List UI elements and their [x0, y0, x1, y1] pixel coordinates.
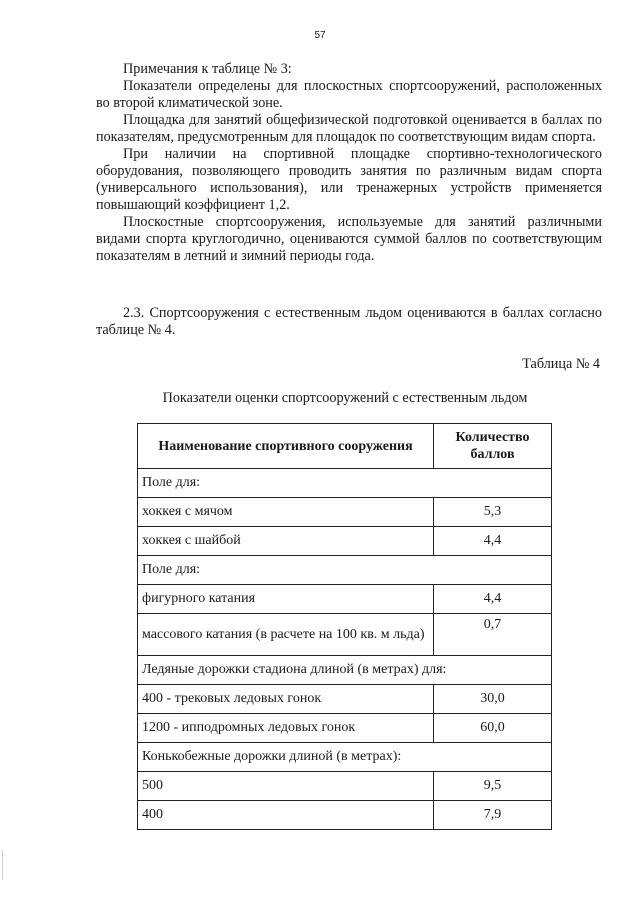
page-number: 57	[314, 30, 326, 41]
row-value: 0,7	[434, 614, 552, 656]
table-label: Таблица № 4	[522, 356, 600, 372]
table-row	[138, 685, 552, 714]
scores-table	[137, 423, 552, 830]
row-name: 500	[138, 772, 434, 801]
scan-edge-mark	[2, 850, 3, 880]
notes-heading: Примечания к таблице № 3:	[123, 61, 292, 77]
group-row	[138, 656, 552, 685]
table-notes	[96, 61, 602, 265]
table-row	[138, 498, 552, 527]
table-row	[138, 614, 552, 656]
group-label: Поле для:	[138, 556, 552, 585]
table-row	[138, 714, 552, 743]
header-points: Количество баллов	[434, 424, 552, 469]
notes-paragraph: Показатели определены для плоскостных спортсооружений, расположенных во второй климатической зоне.	[96, 78, 602, 111]
header-name: Наименование спортивного сооружения	[138, 424, 434, 469]
row-name: 400 - трековых ледовых гонок	[138, 685, 434, 714]
row-value: 7,9	[434, 801, 552, 830]
group-label: Конькобежные дорожки длиной (в метрах):	[138, 743, 552, 772]
row-name: 1200 - ипподромных ледовых гонок	[138, 714, 434, 743]
group-label: Ледяные дорожки стадиона длиной (в метрах) для:	[138, 656, 552, 685]
table-header-row	[138, 424, 552, 469]
table-row	[138, 527, 552, 556]
group-row	[138, 556, 552, 585]
table-row	[138, 772, 552, 801]
row-name: хоккея с шайбой	[138, 527, 434, 556]
row-name: 400	[138, 801, 434, 830]
row-value: 5,3	[434, 498, 552, 527]
notes-paragraph: Площадка для занятий общефизической подготовкой оценивается в баллах по показателям, предусмотренным для площадок по соответствующим видам спорта.	[96, 112, 602, 145]
notes-paragraph: При наличии на спортивной площадке спортивно-технологического оборудования, позволяющего проводить занятия по различным видам спорта (универсального использования), или тренажерных устройств применяется повышающий коэффициент 1,2.	[96, 146, 602, 213]
row-name: фигурного катания	[138, 585, 434, 614]
group-row	[138, 469, 552, 498]
notes-paragraph: Плоскостные спортсооружения, используемые для занятий различными видами спорта круглогодично, оцениваются суммой баллов по соответствующим показателям в летний и зимний периоды года.	[96, 214, 602, 264]
section-2-3	[96, 305, 602, 339]
row-name: массового катания (в расчете на 100 кв. м льда)	[138, 614, 434, 656]
row-value: 4,4	[434, 527, 552, 556]
group-label: Поле для:	[138, 469, 552, 498]
row-name: хоккея с мячом	[138, 498, 434, 527]
table-row	[138, 585, 552, 614]
row-value: 30,0	[434, 685, 552, 714]
group-row	[138, 743, 552, 772]
row-value: 9,5	[434, 772, 552, 801]
table-row	[138, 801, 552, 830]
section-text: 2.3. Спортсооружения с естественным льдом оцениваются в баллах согласно таблице № 4.	[96, 305, 602, 338]
row-value: 60,0	[434, 714, 552, 743]
table-title: Показатели оценки спортсооружений с естественным льдом	[162, 390, 528, 406]
row-value: 4,4	[434, 585, 552, 614]
